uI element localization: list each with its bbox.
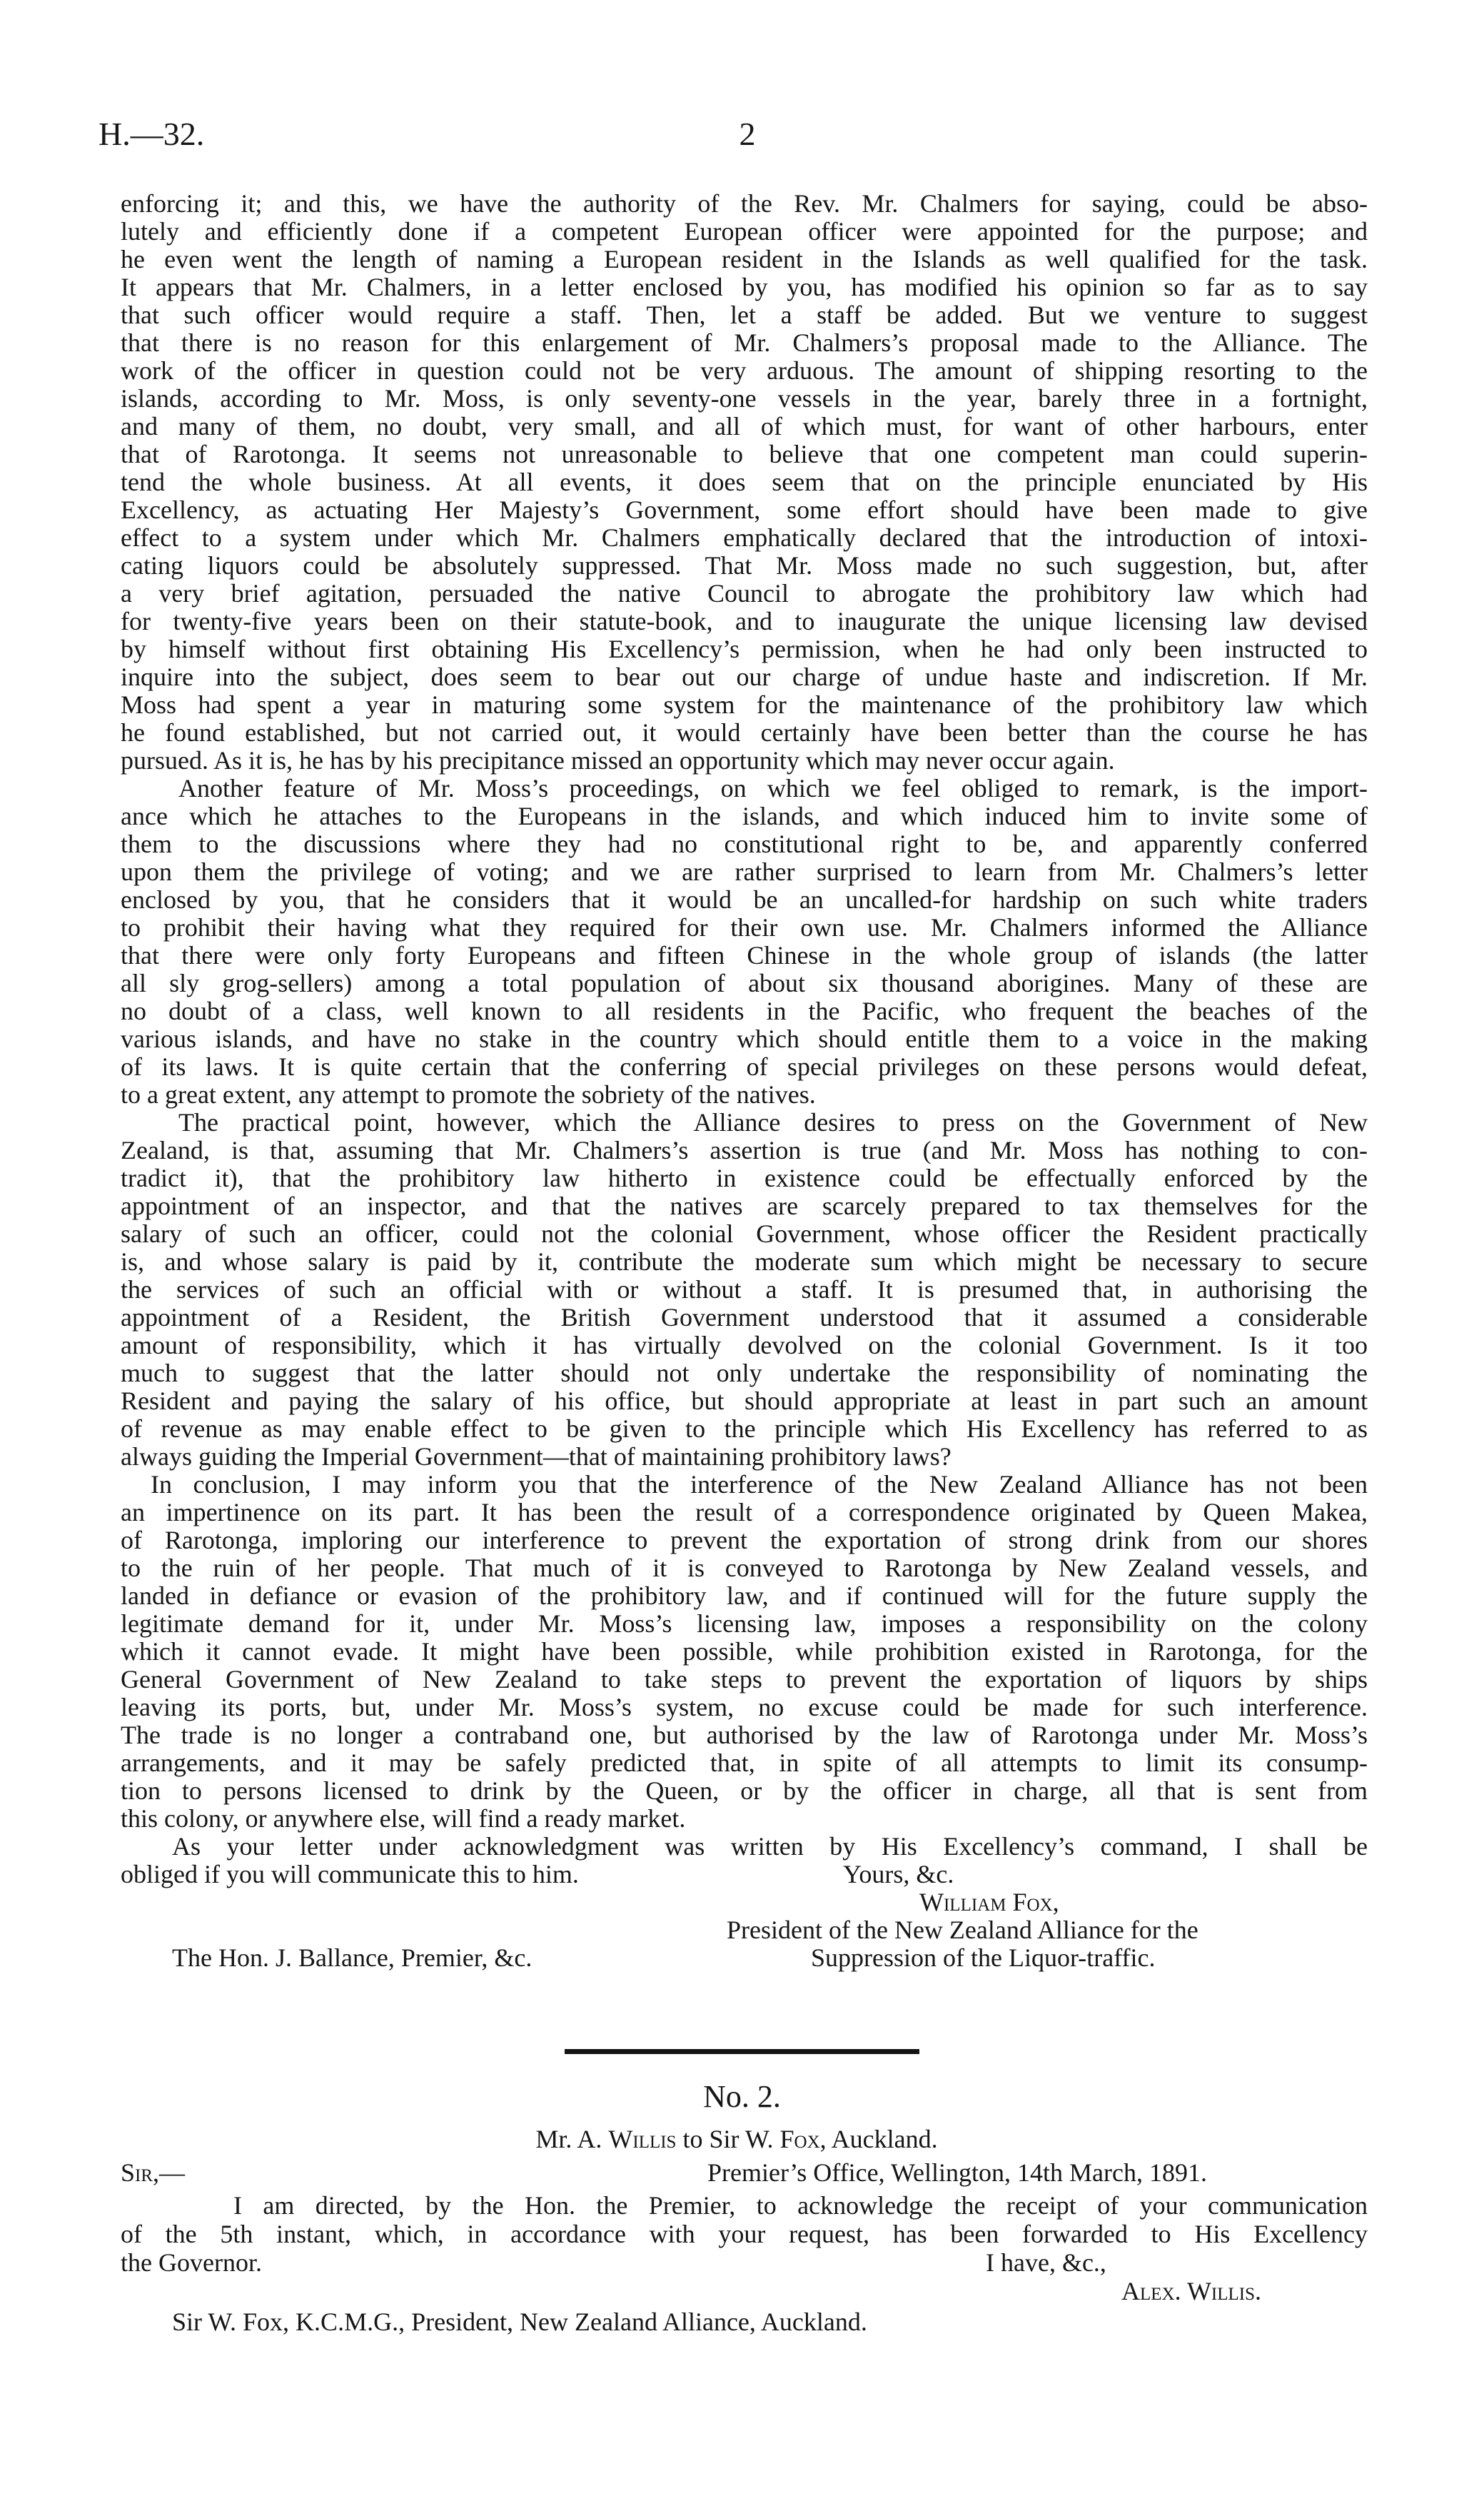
letter-line: for twenty-five years been on their statute-book, and to inaugurate the unique licensing law devised — [121, 608, 1368, 635]
letter-line: that there is no reason for this enlargement of Mr. Chalmers’s proposal made to the Alliance. The — [121, 329, 1368, 357]
signatory-name: William Fox, — [919, 1888, 1059, 1916]
letter-line: The trade is no longer a contraband one, but authorised by the law of Rarotonga under Mr. Moss’s — [121, 1721, 1368, 1749]
letter-line: lutely and efficiently done if a competent European officer were appointed for the purpose; and — [121, 218, 1368, 246]
letter-line: arrangements, and it may be safely predicted that, in spite of all attempts to limit its consump- — [121, 1749, 1368, 1777]
letter-paragraph — [121, 1833, 1368, 1972]
reply-line: I am directed, by the Hon. the Premier, to acknowledge the receipt of your communication — [233, 2192, 1368, 2220]
letter-line: tion to persons licensed to drink by the Queen, or by the officer in charge, all that is sent from — [121, 1777, 1368, 1805]
letter-line: landed in defiance or evasion of the prohibitory law, and if continued will for the future supply the — [121, 1582, 1368, 1610]
reply-addressee: Sir W. Fox, K.C.M.G., President, New Zealand Alliance, Auckland. — [172, 2308, 867, 2336]
letter-line: no doubt of a class, well known to all residents in the Pacific, who frequent the beaches of the — [121, 997, 1368, 1025]
letter-line: The practical point, however, which the Alliance desires to press on the Government of New — [178, 1109, 1368, 1137]
letter-line: and many of them, no doubt, very small, and all of which must, for want of other harbours, enter — [121, 413, 1368, 441]
letter-paragraph — [121, 1471, 1368, 1833]
letter-line: is, and whose salary is paid by it, contribute the moderate sum which might be necessary to secure — [121, 1248, 1368, 1276]
letter-line: salary of such an officer, could not the colonial Government, whose officer the Resident practically — [121, 1220, 1368, 1248]
letter-line: tend the whole business. At all events, it does seem that on the principle enunciated by His — [121, 468, 1368, 496]
letter-line: much to suggest that the latter should not only undertake the responsibility of nominating the — [121, 1359, 1368, 1387]
letter-line: pursued. As it is, he has by his precipitance missed an opportunity which may never occur again. — [121, 747, 1115, 775]
section-divider — [565, 2049, 919, 2054]
letter-closing-line — [121, 1861, 1368, 1888]
reply-line: of the 5th instant, which, in accordance with your request, has been forwarded to His Excellency — [121, 2220, 1368, 2248]
letter-line: them to the discussions where they had no constitutional right to be, and apparently conferred — [121, 830, 1368, 858]
letter-line: It appears that Mr. Chalmers, in a letter enclosed by you, has modified his opinion so far as to say — [121, 273, 1368, 301]
signatory-title: Suppression of the Liquor-traffic. — [811, 1944, 1156, 1972]
letter-line: by himself without first obtaining His Excellency’s permission, when he had only been instructed to — [121, 635, 1368, 663]
heading-text: to Sir W. — [676, 2125, 780, 2153]
letter-line: Resident and paying the salary of his office, but should appropriate at least in part such an amount — [121, 1387, 1368, 1415]
letter-line: Another feature of Mr. Moss’s proceedings, on which we feel obliged to remark, is the import- — [178, 775, 1368, 802]
letter-paragraph — [121, 1109, 1368, 1471]
letter-closing: Yours, &c. — [843, 1861, 954, 1888]
letter-line: to a great extent, any attempt to promote the sobriety of the natives. — [121, 1081, 816, 1109]
recipient-name: Fox — [779, 2125, 820, 2153]
document-number: No. 2. — [703, 2079, 781, 2114]
letter-line: appointment of an inspector, and that the natives are scarcely prepared to tax themselves for the — [121, 1192, 1368, 1220]
letter-line: effect to a system under which Mr. Chalmers emphatically declared that the introduction of intoxi- — [121, 524, 1368, 552]
letter-line: enforcing it; and this, we have the authority of the Rev. Mr. Chalmers for saying, could be abso- — [121, 190, 1368, 218]
letter-line: In conclusion, I may inform you that the interference of the New Zealand Alliance has not been — [151, 1471, 1368, 1499]
letter-line: to prohibit their having what they required for their own use. Mr. Chalmers informed the Alliance — [121, 914, 1368, 942]
letter-line: that there were only forty Europeans and fifteen Chinese in the whole group of islands (the latter — [121, 942, 1368, 970]
letter-line: all sly grog-sellers) among a total population of about six thousand aborigines. Many of these are — [121, 970, 1368, 997]
letter-line: cating liquors could be absolutely suppressed. That Mr. Moss made no such suggestion, but, after — [121, 552, 1368, 580]
letter-line: work of the officer in question could not be very arduous. The amount of shipping resorting to the — [121, 357, 1368, 385]
correspondence-heading — [0, 2125, 1473, 2153]
letter-line: Zealand, is that, assuming that Mr. Chalmers’s assertion is true (and Mr. Moss has nothing to con- — [121, 1137, 1368, 1164]
letter-line: that such officer would require a staff. Then, let a staff be added. But we venture to suggest — [121, 301, 1368, 329]
letter-line: he found established, but not carried out, it would certainly have been better than the course he has — [121, 719, 1368, 747]
letter-line: upon them the privilege of voting; and we are rather surprised to learn from Mr. Chalmers’s letter — [121, 858, 1368, 886]
reply-line: the Governor. — [121, 2249, 262, 2277]
letter-body — [121, 190, 1368, 1972]
letter-line: inquire into the subject, does seem to bear out our charge of undue haste and indiscretion. If Mr. — [121, 663, 1368, 691]
document-reference: H.—32. — [99, 116, 205, 152]
signature-line — [121, 1888, 1368, 1916]
office-date: Premier’s Office, Wellington, 14th March, 1891. — [707, 2158, 1207, 2187]
letter-line: the services of such an official with or without a staff. It is presumed that, in authorising the — [121, 1276, 1368, 1304]
letter-line: amount of responsibility, which it has virtually devolved on the colonial Government. Is it too — [121, 1332, 1368, 1359]
reply-body — [121, 2192, 1368, 2278]
letter-line: Moss had spent a year in maturing some system for the maintenance of the prohibitory law which — [121, 691, 1368, 719]
letter-line: this colony, or anywhere else, will find a ready market. — [121, 1805, 686, 1833]
letter-line: various islands, and have no stake in the country which should entitle them to a voice in the making — [121, 1025, 1368, 1053]
letter-line: enclosed by you, that he considers that it would be an uncalled-for hardship on such white traders — [121, 886, 1368, 914]
letter-line: a very brief agitation, persuaded the native Council to abrogate the prohibitory law which had — [121, 580, 1368, 608]
reply-signatory: Alex. Willis. — [1121, 2277, 1262, 2305]
letter-line: an impertinence on its part. It has been the result of a correspondence originated by Queen Makea, — [121, 1499, 1368, 1526]
letter-line: Excellency, as actuating Her Majesty’s Government, some effort should have been made to give — [121, 496, 1368, 524]
letter-line: obliged if you will communicate this to him. — [121, 1861, 579, 1888]
sender-name: Willis — [608, 2125, 677, 2153]
letter-line: to the ruin of her people. That much of it is conveyed to Rarotonga by New Zealand vessels, and — [121, 1554, 1368, 1582]
letter-line: General Government of New Zealand to take steps to prevent the exportation of liquors by ships — [121, 1666, 1368, 1694]
heading-text: , Auckland. — [819, 2125, 938, 2153]
salutation: Sir,— — [121, 2158, 186, 2187]
letter-line: tradict it), that the prohibitory law hitherto in existence could be effectually enforced by the — [121, 1164, 1368, 1192]
letter-paragraph — [121, 190, 1368, 775]
letter-line: appointment of a Resident, the British Government understood that it assumed a considerable — [121, 1304, 1368, 1332]
signatory-title: President of the New Zealand Alliance for the — [727, 1916, 1198, 1944]
letter-line: that of Rarotonga. It seems not unreasonable to believe that one competent man could superin- — [121, 441, 1368, 468]
letter-paragraph — [121, 775, 1368, 1109]
letter-line: islands, according to Mr. Moss, is only seventy-one vessels in the year, barely three in a fortnight, — [121, 385, 1368, 413]
signature-title-line — [121, 1916, 1368, 1944]
reply-closing-line — [121, 2249, 1368, 2278]
letter-line: ance which he attaches to the Europeans in the islands, and which induced him to invite some of — [121, 802, 1368, 830]
heading-text: Mr. A. — [535, 2125, 609, 2153]
letter-line: of Rarotonga, imploring our interference to prevent the exportation of strong drink from our shores — [121, 1526, 1368, 1554]
reply-closing: I have, &c., — [986, 2249, 1106, 2277]
addressee-line — [121, 1944, 1368, 1972]
page-number: 2 — [739, 116, 756, 152]
letter-line: always guiding the Imperial Government—that of maintaining prohibitory laws? — [121, 1443, 952, 1471]
letter-line: he even went the length of naming a European resident in the Islands as well qualified for the task. — [121, 246, 1368, 273]
letter-addressee: The Hon. J. Ballance, Premier, &c. — [172, 1944, 532, 1972]
letter-line: which it cannot evade. It might have been possible, while prohibition existed in Rarotonga, for the — [121, 1638, 1368, 1666]
letter-line: As your letter under acknowledgment was written by His Excellency’s command, I shall be — [172, 1833, 1368, 1861]
letter-line: of revenue as may enable effect to be given to the principle which His Excellency has referred to as — [121, 1415, 1368, 1443]
letter-line: legitimate demand for it, under Mr. Moss’s licensing law, imposes a responsibility on the colony — [121, 1610, 1368, 1638]
letter-line: of its laws. It is quite certain that the conferring of special privileges on these persons would defeat, — [121, 1053, 1368, 1081]
letter-line: leaving its ports, but, under Mr. Moss’s system, no excuse could be made for such interference. — [121, 1694, 1368, 1721]
